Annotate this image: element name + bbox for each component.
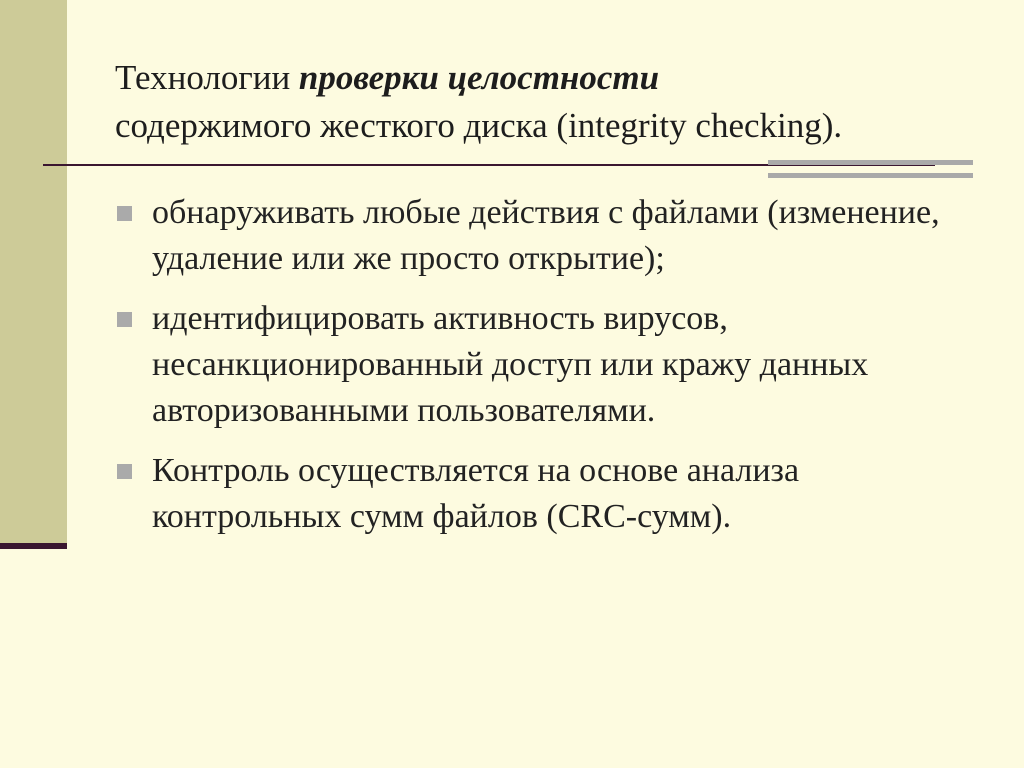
title-prefix: Технологии (115, 58, 299, 97)
square-bullet-icon (117, 464, 132, 479)
list-item-text: обнаруживать любые действия с файлами (изменение, удаление или же просто открытие); (152, 194, 940, 277)
list-item-text: идентифицировать активность вирусов, несанкционированный доступ или кражу данных авторизованными пользователями. (152, 300, 869, 429)
bullet-list (114, 190, 974, 554)
title-emphasis: проверки целостности (298, 58, 660, 97)
list-item (114, 296, 974, 434)
list-item-text: Контроль осуществляется на основе анализа контрольных сумм файлов (CRC-сумм). (152, 452, 800, 535)
list-item (114, 190, 974, 282)
square-bullet-icon (117, 312, 132, 327)
left-bar-underline (0, 543, 67, 549)
title-line-2: содержимого жесткого диска (integrity checking). (115, 106, 843, 145)
slide-title (115, 54, 995, 150)
list-item (114, 448, 974, 540)
decorative-stripe-top (768, 160, 973, 165)
left-decorative-bar (0, 0, 67, 544)
decorative-stripe-bottom (768, 173, 973, 178)
square-bullet-icon (117, 206, 132, 221)
